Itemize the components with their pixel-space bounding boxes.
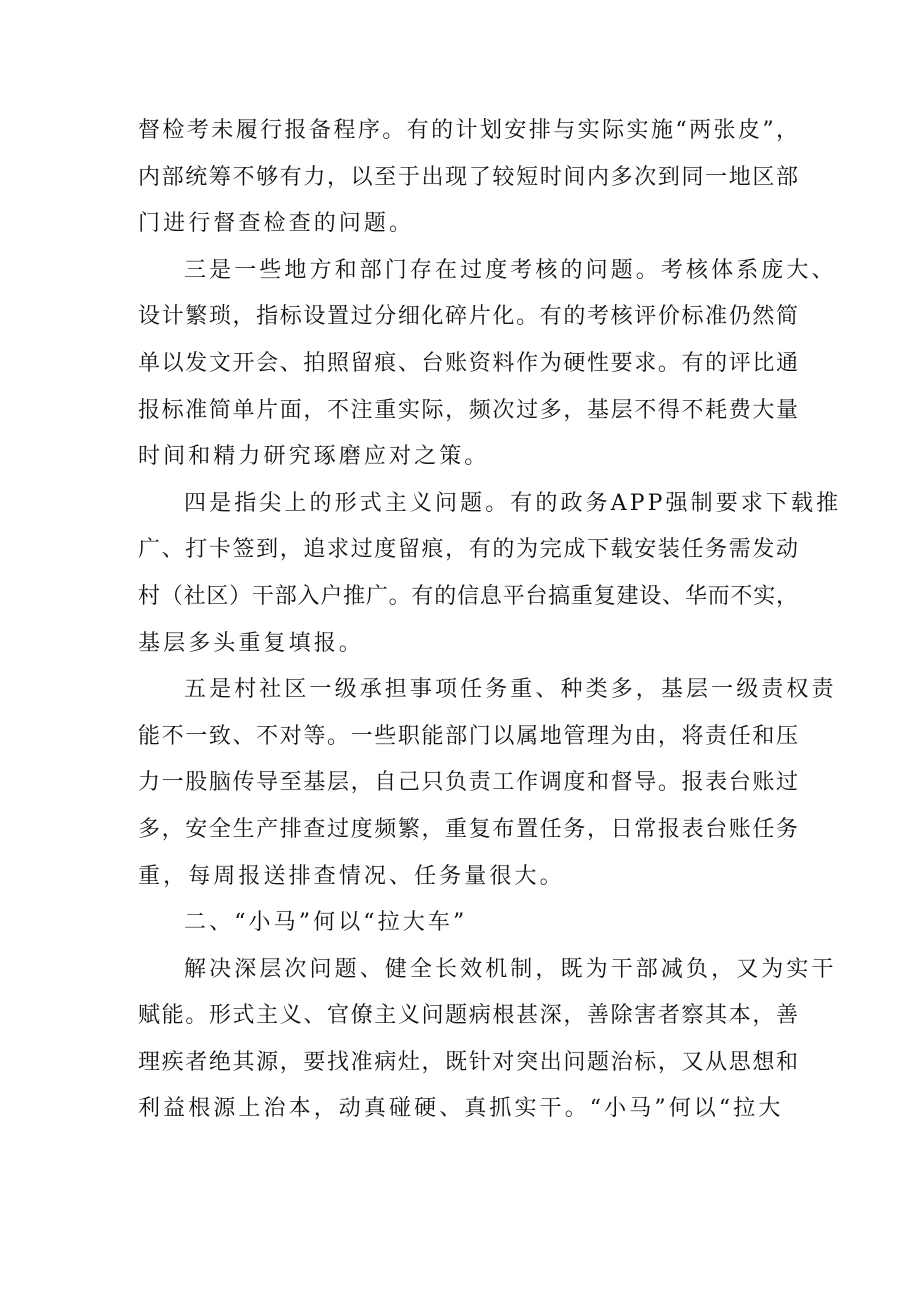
- text-line: 理疾者绝其源，要找准病灶，既针对突出问题治标，又从思想和: [138, 1049, 798, 1075]
- paragraph-start: 五是村社区一级承担事项任务重、种类多，基层一级责权责: [184, 677, 837, 703]
- text-line: 单以发文开会、拍照留痕、台账资料作为硬性要求。有的评比通: [138, 350, 798, 376]
- text-line: 重，每周报送排查情况、任务量很大。: [138, 863, 565, 889]
- paragraph-start: 三是一些地方和部门存在过度考核的问题。考核体系庞大、: [184, 257, 837, 283]
- text-line: 利益根源上治本，动真碰硬、真抓实干。“小马”何以“拉大: [138, 1096, 784, 1122]
- text-line: 内部统筹不够有力，以至于出现了较短时间内多次到同一地区部: [138, 164, 798, 190]
- text-line: 力一股脑传导至基层，自己只负责工作调度和督导。报表台账过: [138, 770, 798, 796]
- paragraph-start: 四是指尖上的形式主义问题。有的政务APP强制要求下载推: [184, 490, 842, 516]
- text-line: 村（社区）干部入户推广。有的信息平台搞重复建设、华而不实，: [138, 583, 798, 609]
- document-body: [138, 108, 842, 1133]
- text-line: 门进行督查检查的问题。: [138, 211, 415, 237]
- text-line: 赋能。形式主义、官僚主义问题病根甚深，善除害者察其本，善: [138, 1003, 798, 1029]
- section-heading: 二、“小马”何以“拉大车”: [184, 910, 468, 936]
- text-line: 时间和精力研究琢磨应对之策。: [138, 444, 490, 470]
- text-line: 基层多头重复填报。: [138, 630, 364, 656]
- text-line: 督检考未履行报备程序。有的计划安排与实际实施“两张皮”，: [138, 118, 798, 143]
- text-line: 能不一致、不对等。一些职能部门以属地管理为由，将责任和压: [138, 723, 798, 749]
- paragraph-start: 解决深层次问题、健全长效机制，既为干部减负，又为实干: [184, 956, 837, 982]
- text-line: 报标准简单片面，不注重实际，频次过多，基层不得不耗费大量: [138, 397, 798, 423]
- text-line: 设计繁琐，指标设置过分细化碎片化。有的考核评价标准仍然简: [138, 304, 798, 330]
- text-line: 多，安全生产排查过度频繁，重复布置任务，日常报表台账任务: [138, 816, 798, 842]
- text-line: 广、打卡签到，追求过度留痕，有的为完成下载安装任务需发动: [138, 537, 798, 563]
